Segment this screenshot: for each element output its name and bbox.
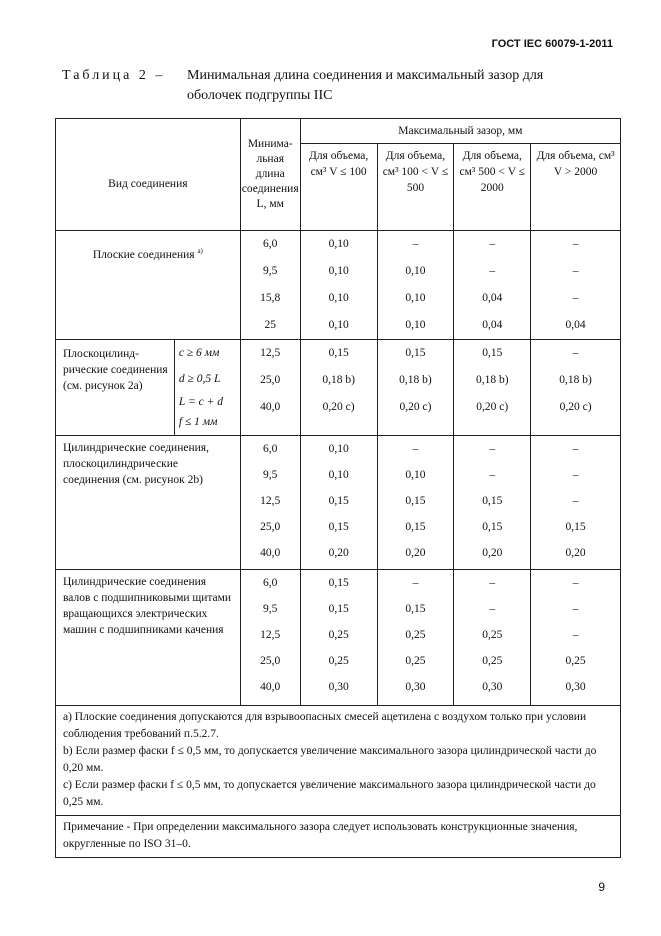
g2-length-col: 12,5 25,0 40,0 — [240, 340, 300, 436]
g2-gap-col-1: 0,15 0,18 b) 0,20 c) — [300, 340, 377, 436]
g2-gap-col-4: – 0,18 b) 0,20 c) — [531, 340, 621, 436]
footnote-c: c) Если размер фаски f ≤ 0,5 мм, то допускается увеличение максимального зазора цилиндрической части до 0,25 мм. — [63, 779, 596, 808]
g3-gap-col-1: 0,10 0,10 0,15 0,15 0,20 — [300, 436, 377, 570]
g1-gap-col-2: – 0,10 0,10 0,10 — [377, 231, 454, 340]
g3-length-col: 6,0 9,5 12,5 25,0 40,0 — [240, 436, 300, 570]
g4-length-col: 6,0 9,5 12,5 25,0 40,0 — [240, 570, 300, 706]
g3-gap-col-2: – 0,10 0,15 0,15 0,20 — [377, 436, 454, 570]
g1-gap-col-4: – – – 0,04 — [531, 231, 621, 340]
group-plane-cyl-conditions: c ≥ 6 мм d ≥ 0,5 L L = c + d f ≤ 1 мм — [174, 340, 240, 436]
g3-gap-col-3: – – 0,15 0,15 0,20 — [454, 436, 531, 570]
g1-gap-col-3: – – 0,04 0,04 — [454, 231, 531, 340]
g3-gap-col-4: – – – 0,15 0,20 — [531, 436, 621, 570]
g4-gap-col-2: – 0,15 0,25 0,25 0,30 — [377, 570, 454, 706]
g2-gap-col-3: 0,15 0,18 b) 0,20 c) — [454, 340, 531, 436]
g1-length-col: 6,0 9,5 15,8 25 — [240, 231, 300, 340]
g4-gap-col-1: 0,15 0,15 0,25 0,25 0,30 — [300, 570, 377, 706]
standard-header: ГОСТ IEC 60079-1-2011 — [491, 38, 613, 50]
footnote-b: b) Если размер фаски f ≤ 0,5 мм, то допускается увеличение максимального зазора цилиндрической части до 0,20 мм. — [63, 745, 597, 774]
clearance-table — [55, 118, 621, 858]
caption-title-2: оболочек подгруппы IIC — [187, 88, 333, 103]
footnote-a: a) Плоские соединения допускаются для взрывоопасных смесей ацетилена с воздухом только при условии соблюдения требований п.5.2.7. — [63, 711, 587, 740]
header-joint-type: Вид соединения — [56, 119, 241, 231]
header-vol-1: Для объема, см³ V ≤ 100 — [300, 144, 377, 231]
group-shaft-bearing-name: Цилиндрические соединения валов с подшипниковыми щитами вращающихся электрических машин с подшипниками качения — [56, 570, 241, 706]
group-cylindrical-name: Цилиндрические соединения, плоскоцилиндрические соединения (см. рисунок 2b) — [56, 436, 241, 570]
group-plane-cyl-name: Плоскоцилинд-рические соединения (см. рисунок 2a) — [56, 340, 175, 436]
g1-gap-col-1: 0,10 0,10 0,10 0,10 — [300, 231, 377, 340]
header-min-length: Минима-льная длина соединения L, мм — [240, 119, 300, 231]
g4-gap-col-3: – – 0,25 0,25 0,30 — [454, 570, 531, 706]
caption-label: Таблица 2 – — [62, 68, 166, 83]
g4-gap-col-4: – – – 0,25 0,30 — [531, 570, 621, 706]
header-vol-4: Для объема, см³ V > 2000 — [531, 144, 621, 231]
page-number: 9 — [598, 880, 605, 894]
header-vol-2: Для объема, см³ 100 < V ≤ 500 — [377, 144, 454, 231]
header-max-gap: Максимальный зазор, мм — [300, 119, 620, 144]
table-caption — [62, 66, 622, 106]
group-flat-name: Плоские соединения $^{a)}$ — [56, 231, 241, 340]
table-remark: Примечание - При определении максимального зазора следует использовать конструкционные значения, округленные по ISO 31–0. — [56, 816, 621, 858]
header-vol-3: Для объема, см³ 500 < V ≤ 2000 — [454, 144, 531, 231]
g2-gap-col-2: 0,15 0,18 b) 0,20 c) — [377, 340, 454, 436]
caption-title-1: Минимальная длина соединения и максимальный зазор для — [187, 68, 544, 83]
table-footnotes — [56, 706, 621, 816]
